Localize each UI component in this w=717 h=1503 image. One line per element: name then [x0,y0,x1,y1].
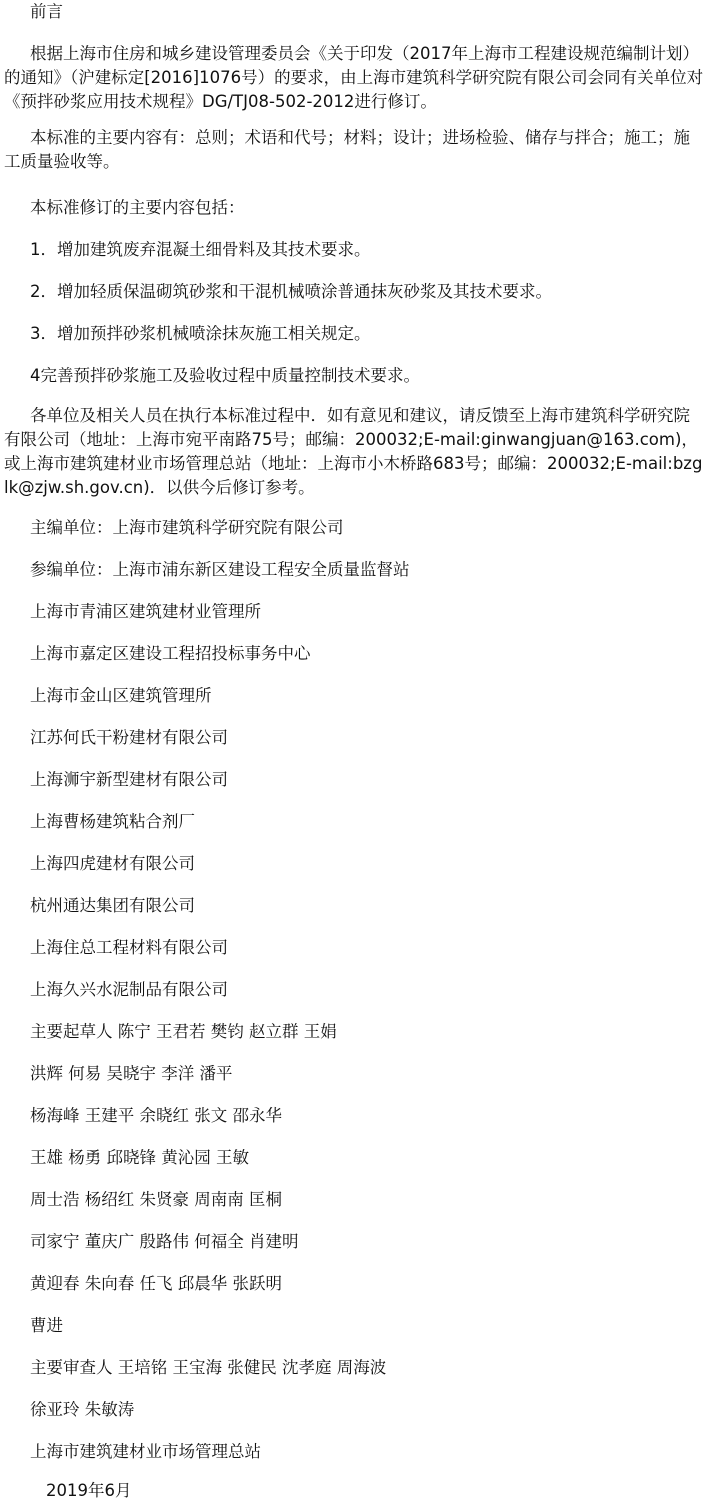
revision-item: 1．增加建筑废弃混凝土细骨料及其技术要求。 [30,240,371,259]
participating-unit: 杭州通达集团有限公司 [30,896,195,915]
drafters-line: 曹进 [30,1316,63,1335]
drafters-line: 王雄 杨勇 邱晓锋 黄沁园 王敏 [30,1148,249,1167]
preface-title: 前言 [30,2,63,21]
drafters-line: 司家宁 董庆广 殷路伟 何福全 肖建明 [30,1232,299,1251]
main-contents-paragraph: 本标准的主要内容有：总则；术语和代号；材料；设计；进场检验、储存与拌合；施工；施工质量验收等。 [4,128,690,171]
participating-unit: 上海住总工程材料有限公司 [30,938,228,957]
participating-unit: 上海市嘉定区建设工程招投标事务中心 [30,644,311,663]
participating-unit: 江苏何氏干粉建材有限公司 [30,728,228,747]
reviewers-line: 主要审查人 王培铭 王宝海 张健民 沈孝庭 周海波 [30,1358,387,1377]
date: 2019年6月 [46,1481,132,1500]
revision-item: 3．增加预拌砂浆机械喷涂抹灰施工相关规定。 [30,324,371,343]
reviewers-line: 徐亚玲 朱敏涛 [30,1400,135,1419]
participating-unit: 上海曹杨建筑粘合剂厂 [30,812,195,831]
participating-unit: 上海久兴水泥制品有限公司 [30,980,228,999]
drafters-line: 周士浩 杨绍红 朱贤豪 周南南 匡桐 [30,1190,282,1209]
participating-unit: 上海市金山区建筑管理所 [30,686,212,705]
feedback-paragraph: 各单位及相关人员在执行本标准过程中．如有意见和建议，请反馈至上海市建筑科学研究院有限公司（地址：上海市宛平南路75号；邮编：200032;E-mail:ginwangjuan@163.com)，或上海市建筑建材业市场管理总站（地址：上海市小木桥路683号；邮编：200032;E-mail:bzglk@zjw.sh.gov.cn)．以供今后修订参考。 [4,406,703,497]
revision-item: 4完善预拌砂浆施工及验收过程中质量控制技术要求。 [30,366,420,385]
drafters-line: 主要起草人 陈宁 王君若 樊钧 赵立群 王娟 [30,1022,337,1041]
intro-paragraph: 根据上海市住房和城乡建设管理委员会《关于印发（2017年上海市工程建设规范编制计划）的通知》（沪建标定[2016]1076号）的要求，由上海市建筑科学研究院有限公司会同有关单位对《预拌砂浆应用技术规程》DG/TJ08-502-2012进行修订。 [4,44,704,111]
participating-unit: 上海浉宇新型建材有限公司 [30,770,228,789]
issuer: 上海市建筑建材业市场管理总站 [30,1442,261,1461]
drafters-line: 杨海峰 王建平 余晓红 张文 邵永华 [30,1106,282,1125]
participating-unit: 上海四虎建材有限公司 [30,854,195,873]
drafters-line: 洪辉 何易 吴晓宇 李洋 潘平 [30,1064,233,1083]
revision-item: 2．增加轻质保温砌筑砂浆和干混机械喷涂普通抹灰砂浆及其技术要求。 [30,282,552,301]
chief-unit: 主编单位：上海市建筑科学研究院有限公司 [30,518,344,537]
revision-heading: 本标准修订的主要内容包括： [30,198,245,217]
participating-unit: 上海市青浦区建筑建材业管理所 [30,602,261,621]
participating-unit: 参编单位：上海市浦东新区建设工程安全质量监督站 [30,560,410,579]
drafters-line: 黄迎春 朱向春 任飞 邱晨华 张跃明 [30,1274,282,1293]
